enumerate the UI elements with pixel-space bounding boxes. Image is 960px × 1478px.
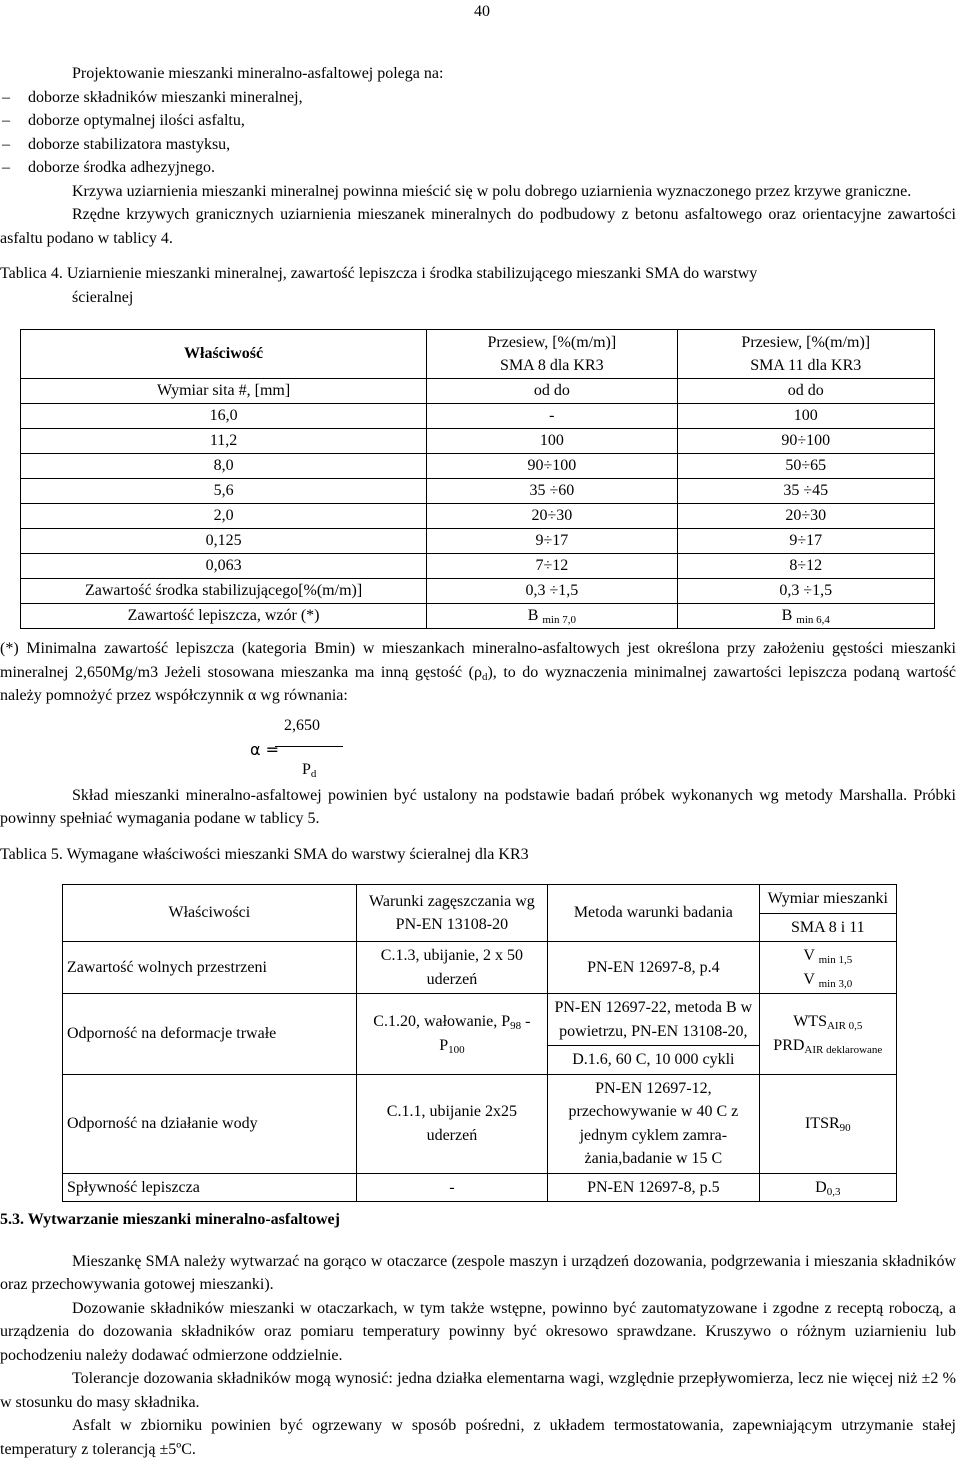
footnote-subscript: d <box>481 670 488 683</box>
dash-bullet: – <box>2 135 10 153</box>
table-cell: 8,0 <box>21 454 427 479</box>
table4-caption-text: Uziarnienie mieszanki mineralnej, zawartość lepiszcza i środka stabilizującego mieszanki SMA do warstwy <box>66 265 758 282</box>
requirements-list <box>0 86 956 180</box>
table-row <box>63 1173 897 1202</box>
value-subscript: AIR deklarowane <box>804 1043 883 1056</box>
table4-caption <box>0 262 956 286</box>
table-row <box>21 579 935 604</box>
table-cell <box>759 1074 896 1173</box>
table5-caption-label: Tablica 5. <box>0 845 63 863</box>
table4-caption-label: Tablica 4. <box>0 265 63 282</box>
value-subscript: min 6,4 <box>796 614 830 627</box>
list-item-text: doborze optymalnej ilości asfaltu, <box>28 112 245 129</box>
value-subscript: 0,3 <box>826 1185 841 1198</box>
table4-header-property: Właściwość <box>21 330 427 379</box>
table-row <box>63 1074 897 1173</box>
table-row <box>63 994 897 1046</box>
condition-text: - P <box>439 1013 531 1054</box>
table-cell: PN-EN 12697-8, p.4 <box>548 942 760 994</box>
value-main: D <box>815 1178 827 1196</box>
table-cell: - <box>427 404 677 429</box>
section-paragraph: Tolerancje dozowania składników mogą wynosić: jedna działka elementarna wagi, względnie przepływomierza, lecz nie więcej niż ±2 % w stosunku do masy składnika. <box>0 1370 956 1411</box>
table-cell <box>759 994 896 1075</box>
table-cell: 2,0 <box>21 504 427 529</box>
list-item <box>0 109 956 133</box>
table-cell: 5,6 <box>21 479 427 504</box>
table-cell <box>677 604 934 629</box>
section-body <box>0 1250 956 1462</box>
table-cell: 100 <box>677 404 934 429</box>
table-row <box>21 479 935 504</box>
table-cell: 16,0 <box>21 404 427 429</box>
table-row <box>21 404 935 429</box>
table5 <box>62 884 897 1202</box>
table4-caption-continuation: ścieralnej <box>72 288 134 306</box>
grading-curve-paragraph: Krzywa uziarnienia mieszanki mineralnej powinna mieścić się w polu dobrego uziarnienia wyznaczonego przez krzywe graniczne. <box>72 182 912 200</box>
table-cell: PN-EN 12697-8, p.5 <box>548 1173 760 1202</box>
marshall-paragraph: Skład mieszanki mineralno-asfaltowej powinien być ustalony na podstawie badań próbek wykonanych wg metody Marshalla. Próbki powinny spełniać wymagania podane w tablicy 5. <box>0 786 956 827</box>
value-main: V <box>803 970 815 988</box>
value-main: B <box>781 607 793 625</box>
table-row <box>21 604 935 629</box>
table-cell <box>759 1173 896 1202</box>
condition-subscript: 98 <box>510 1020 522 1033</box>
table5-header-mix-sub: SMA 8 i 11 <box>759 913 896 942</box>
formula-denominator <box>302 758 316 782</box>
section-paragraph: Asfalt w zbiorniku powinien być ogrzewany w sposób pośredni, z układem termostatowania, zapewniającym utrzymanie stałej temperatury z tolerancją ±5ºC. <box>0 1417 956 1458</box>
list-item <box>0 133 956 157</box>
alpha-formula <box>0 714 956 784</box>
table5-header-properties: Właściwości <box>63 885 357 942</box>
table-row <box>21 379 935 404</box>
table-cell: C.1.1, ubijanie 2x25 uderzeń <box>356 1074 547 1173</box>
table-cell: Odporność na deformacje trwałe <box>63 994 357 1075</box>
table-row <box>21 554 935 579</box>
table-cell: 0,3 ÷1,5 <box>427 579 677 604</box>
list-item-text: doborze środka adhezyjnego. <box>28 159 216 176</box>
header-line: Przesiew, [%(m/m)] <box>741 333 871 351</box>
value-subscript: min 1,5 <box>818 954 853 966</box>
table-cell: Zawartość lepiszcza, wzór (*) <box>21 604 427 629</box>
table-cell: C.1.3, ubijanie, 2 x 50 uderzeń <box>356 942 547 994</box>
list-item <box>0 156 956 180</box>
table-cell: 90÷100 <box>427 454 677 479</box>
table-cell: Spływność lepiszcza <box>63 1173 357 1202</box>
table-cell: 100 <box>427 429 677 454</box>
table-cell: 20÷30 <box>427 504 677 529</box>
formula-alpha: α = <box>250 739 280 759</box>
fraction-line <box>275 746 343 747</box>
header-line: SMA 8 dla KR3 <box>500 357 604 374</box>
value-subscript: 90 <box>839 1121 851 1134</box>
table4 <box>20 329 935 629</box>
section-paragraph: Mieszankę SMA należy wytwarzać na gorąco w otaczarce (zespole maszyn i urządzeń dozowania, podgrzewania i mieszania składników oraz przechowywania gotowej mieszanki). <box>0 1252 956 1293</box>
denominator-subscript: d <box>310 767 317 780</box>
formula-numerator: 2,650 <box>284 716 320 734</box>
table5-header-mix-size: Wymiar mieszanki <box>759 885 896 914</box>
table-cell: - <box>356 1173 547 1202</box>
intro-paragraph: Projektowanie mieszanki mineralno-asfaltowej polega na: <box>72 65 444 82</box>
condition-subscript: 100 <box>448 1043 465 1056</box>
footnote-paragraph <box>0 637 956 708</box>
table-cell: od do <box>427 379 677 404</box>
section-paragraph: Dozowanie składników mieszanki w otaczarkach, w tym także wstępne, powinno być zautomatyzowane i zgodne z receptą roboczą, a urządzenia do dozowania składników oraz pomiaru temperatury powinny być okresowo sprawdzane. Kruszywo o różnym uziarnieniu lub pochodzeniu należy dodawać odmierzone oddzielnie. <box>0 1299 956 1364</box>
table-cell: Wymiar sita #, [mm] <box>21 379 427 404</box>
table-cell: 0,063 <box>21 554 427 579</box>
table-cell: Zawartość środka stabilizującego[%(m/m)] <box>21 579 427 604</box>
table-row <box>63 942 897 994</box>
condition-text: C.1.20, wałowanie, P <box>373 1013 511 1031</box>
table-cell: D.1.6, 60 C, 10 000 cykli <box>548 1046 760 1075</box>
header-line: SMA 11 dla KR3 <box>750 357 862 374</box>
section-title: 5.3. Wytwarzanie mieszanki mineralno-asfaltowej <box>0 1211 340 1228</box>
table-cell: 50÷65 <box>677 454 934 479</box>
list-item-text: doborze składników mieszanki mineralnej, <box>28 88 303 106</box>
table-cell: Odporność na działanie wody <box>63 1074 357 1173</box>
page-content <box>0 62 956 1461</box>
value-subscript: AIR 0,5 <box>826 1020 863 1033</box>
value-main: WTS <box>793 1013 827 1031</box>
table-row <box>21 429 935 454</box>
table-row <box>21 529 935 554</box>
table-row <box>21 454 935 479</box>
table-cell <box>759 942 896 994</box>
header-line: Przesiew, [%(m/m)] <box>487 333 617 351</box>
value-main: V <box>803 947 815 964</box>
table-cell: PN-EN 12697-22, metoda B w powietrzu, PN-EN 13108-20, <box>548 994 760 1046</box>
denominator-main: P <box>302 760 311 778</box>
dash-bullet: – <box>2 159 10 176</box>
value-main: ITSR <box>804 1114 840 1132</box>
table5-header-row <box>63 885 897 914</box>
table-cell: 9÷17 <box>427 529 677 554</box>
table5-header-conditions: Warunki zagęszczania wg PN-EN 13108-20 <box>356 885 547 942</box>
list-item-text: doborze stabilizatora mastyksu, <box>28 135 231 153</box>
table-cell: 90÷100 <box>677 429 934 454</box>
table-cell: 0,3 ÷1,5 <box>677 579 934 604</box>
table5-header-method: Metoda warunki badania <box>548 885 760 942</box>
page-number: 40 <box>474 3 490 20</box>
table-cell: PN-EN 12697-12, przechowywanie w 40 C z jednym cyklem zamra-żania,badanie w 15 C <box>548 1074 760 1173</box>
table-cell <box>356 994 547 1075</box>
table-cell: 7÷12 <box>427 554 677 579</box>
ordinates-paragraph: Rzędne krzywych granicznych uziarnienia mieszanek mineralnych do podbudowy z betonu asfaltowego oraz orientacyjne zawartości asfaltu podano w tablicy 4. <box>0 206 956 247</box>
table-cell: od do <box>677 379 934 404</box>
table5-caption-text: Wymagane właściwości mieszanki SMA do warstwy ścieralnej dla KR3 <box>66 845 529 863</box>
table-row <box>21 504 935 529</box>
table-cell: 11,2 <box>21 429 427 454</box>
dash-bullet: – <box>2 88 10 106</box>
table-cell: 9÷17 <box>677 529 934 554</box>
value-subscript: min 7,0 <box>542 614 576 627</box>
table-cell: 8÷12 <box>677 554 934 579</box>
table5-caption <box>0 843 956 867</box>
footnote-text: ), to do wyznaczenia minimalnej zawartości lepiszcza podaną wartość należy pomnożyć przez współczynnik α wg równania: <box>0 663 957 704</box>
table-cell: 20÷30 <box>677 504 934 529</box>
table-cell: 35 ÷60 <box>427 479 677 504</box>
dash-bullet: – <box>2 112 10 129</box>
table4-header-sma8 <box>427 330 677 379</box>
table-cell: 35 ÷45 <box>677 479 934 504</box>
table-cell <box>427 604 677 629</box>
table4-header-row <box>21 330 935 379</box>
value-main: PRD <box>773 1036 805 1054</box>
table4-header-sma11 <box>677 330 934 379</box>
footnote-text: (*) Minimalna zawartość lepiszcza (kategoria Bmin) w mieszankach mineralno-asfaltowych jest określona przy założeniu gęstości mieszanki mineralnej 2,650Mg/m3 Jeżeli stosowana mieszanka ma inną gęstość (ρ <box>0 640 956 681</box>
value-subscript: min 3,0 <box>818 977 853 990</box>
list-item <box>0 86 956 110</box>
table-cell: 0,125 <box>21 529 427 554</box>
value-main: B <box>527 607 539 625</box>
table-cell: Zawartość wolnych przestrzeni <box>63 942 357 994</box>
